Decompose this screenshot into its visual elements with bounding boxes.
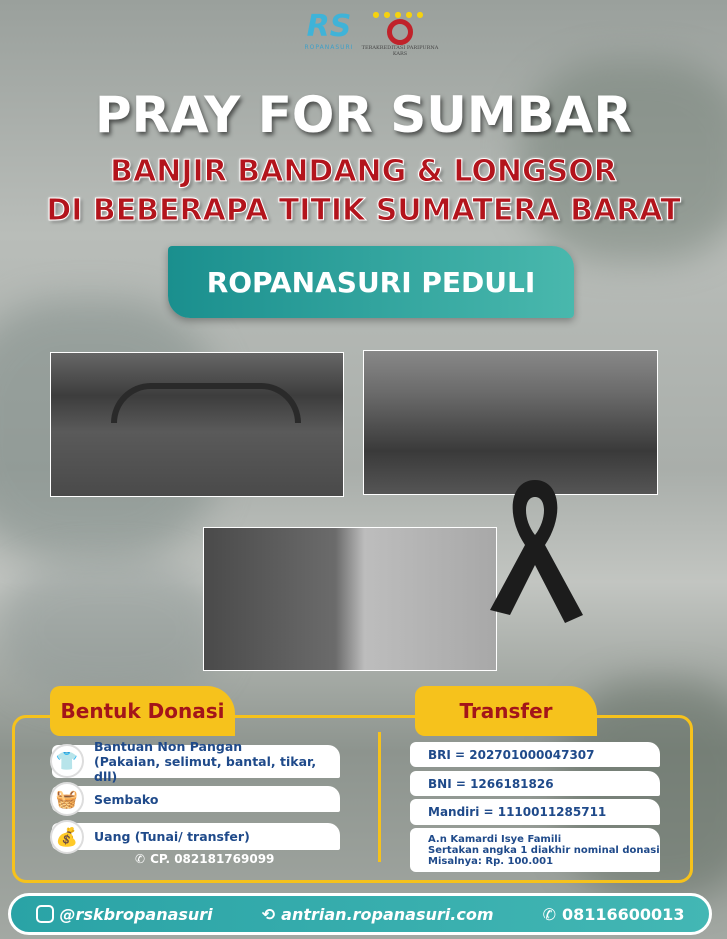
bni-account: BNI = 1266181826 xyxy=(410,771,660,796)
page-title: PRAY FOR SUMBAR xyxy=(95,86,632,144)
donation-item-money: Uang (Tunai/ transfer) xyxy=(52,823,340,850)
subtitle-line2: DI BEBERAPA TITIK SUMATERA BARAT xyxy=(46,193,681,228)
photo-flooded-town xyxy=(203,527,497,671)
subtitle-line1: BANJIR BANDANG & LONGSOR xyxy=(110,154,617,189)
footer-contact-bar xyxy=(8,893,712,935)
search-icon: ⟲ xyxy=(261,904,276,924)
kars-logo: ●●●●● TERAKREDITASI PARIPURNA KARS xyxy=(361,10,439,57)
donation-item-sembako: Sembako xyxy=(52,786,340,812)
donation-item-non-food: Bantuan Non Pangan (Pakaian, selimut, bantal, tikar, dll) xyxy=(52,745,340,778)
photo-rescue-team xyxy=(363,350,658,495)
groceries-icon: 🧺 xyxy=(50,782,84,816)
ropanasuri-peduli-banner: ROPANASURI PEDULI xyxy=(168,246,574,318)
instagram-icon xyxy=(36,905,54,923)
whatsapp-icon: ✆ xyxy=(135,852,146,866)
divider xyxy=(378,732,381,862)
money-icon: 💰 xyxy=(50,820,84,854)
bri-account: BRI = 202701000047307 xyxy=(410,742,660,767)
instagram-link[interactable]: @rskbropanasuri xyxy=(36,905,213,924)
bentuk-donasi-heading: Bentuk Donasi xyxy=(50,686,235,736)
transfer-notes: A.n Kamardi Isye Famili Sertakan angka 1 diakhir nominal donasi Misalnya: Rp. 100.001 xyxy=(410,828,660,872)
ropanasuri-logo: RS ROPANASURI xyxy=(304,9,354,51)
photo-flood-gate xyxy=(50,352,344,497)
whatsapp-icon: ✆ xyxy=(542,904,556,924)
transfer-heading: Transfer xyxy=(415,686,597,736)
clothes-icon: 👕 xyxy=(50,744,84,778)
black-ribbon-icon xyxy=(485,475,585,625)
mandiri-account: Mandiri = 1110011285711 xyxy=(410,799,660,825)
whatsapp-link[interactable]: ✆ 08116600013 xyxy=(542,904,685,924)
website-link[interactable]: ⟲ antrian.ropanasuri.com xyxy=(261,904,494,924)
contact-person: ✆ CP. 082181769099 xyxy=(135,852,275,866)
